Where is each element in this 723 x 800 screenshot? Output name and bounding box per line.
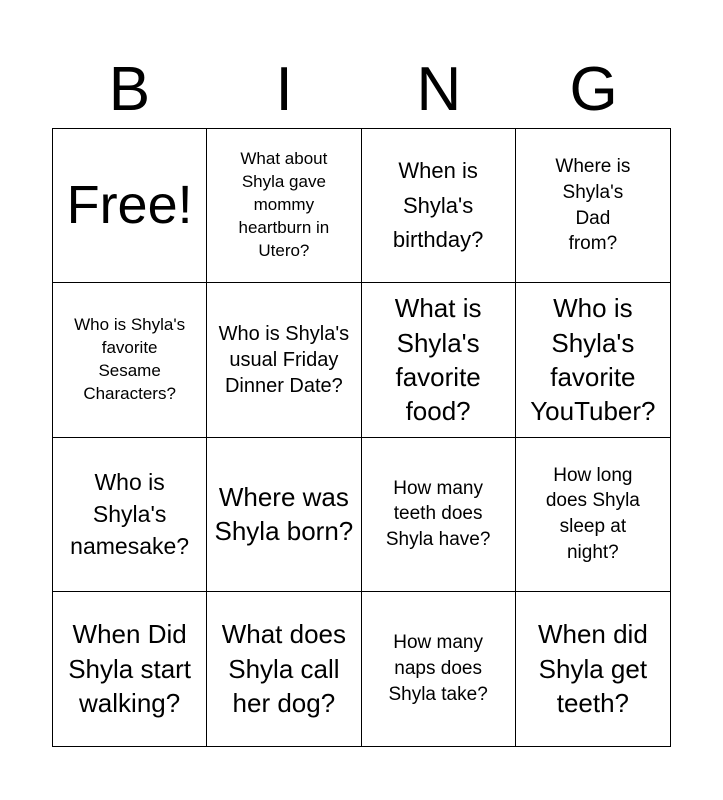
bingo-header [52,52,671,128]
bingo-cell [207,129,361,283]
bingo-cell [53,283,207,437]
cell-text: How long does Shyla sleep at night? [545,464,640,563]
cell-text: When Did Shyla start walking? [68,619,192,719]
bingo-cell [362,592,516,746]
bingo-cell [516,592,670,746]
cell-text: Where is Shyla's Dad from? [555,156,631,255]
cell-text: Where was Shyla born? [214,481,354,547]
header-letter-g: G [569,55,618,124]
cell-text: What is Shyla's favorite food? [394,293,482,427]
bingo-cell-free [53,129,207,283]
cell-text: When did Shyla get teeth? [537,619,648,719]
bingo-cell [516,129,670,283]
bingo-cell [516,283,670,437]
bingo-cell [362,129,516,283]
header-letter-i: I [275,55,293,124]
bingo-cell [53,592,207,746]
cell-text: Who is Shyla's namesake? [70,468,190,560]
bingo-cell [362,283,516,437]
cell-text: How many naps does Shyla take? [388,632,488,705]
bingo-cell [53,438,207,592]
cell-text: Who is Shyla's favorite YouTuber? [530,293,656,427]
bingo-board [52,128,671,747]
cell-text: How many teeth does Shyla have? [385,477,491,550]
bingo-cell [516,438,670,592]
bingo-cell [362,438,516,592]
cell-text: When is Shyla's birthday? [392,158,484,252]
header-letter-n: N [416,55,462,124]
cell-text: Who is Shyla's usual Friday Dinner Date? [218,322,350,397]
bingo-cell [207,592,361,746]
header-letter-b: B [108,55,151,124]
bingo-cell [207,283,361,437]
cell-text: Free! [66,174,193,235]
cell-text: Who is Shyla's favorite Sesame Characters? [74,315,186,403]
bingo-cell [207,438,361,592]
cell-text: What does Shyla call her dog? [221,619,347,719]
cell-text: What about Shyla gave mommy heartburn in Utero? [238,149,330,261]
